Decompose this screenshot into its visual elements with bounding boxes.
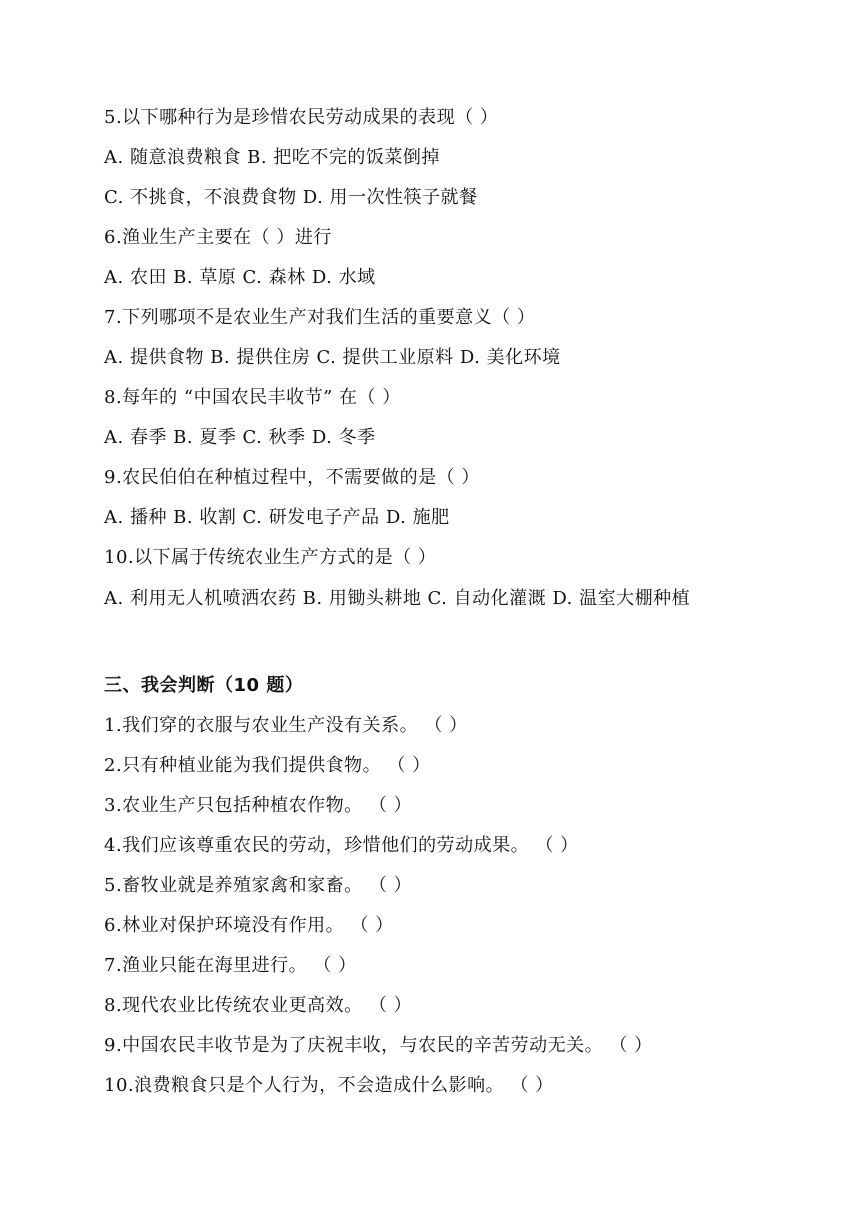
judge-item-9: 9.中国农民丰收节是为了庆祝丰收，与农民的辛苦劳动无关。 （ ） — [104, 1035, 653, 1056]
question-7-stem: 7.下列哪项不是农业生产对我们生活的重要意义（ ） — [104, 307, 536, 328]
question-8-options: A. 春季 B. 夏季 C. 秋季 D. 冬季 — [104, 427, 376, 448]
question-9-options: A. 播种 B. 收割 C. 研发电子产品 D. 施肥 — [104, 507, 450, 528]
question-5-options-row-1: A. 随意浪费粮食 B. 把吃不完的饭菜倒掉 — [104, 147, 440, 168]
question-7-options: A. 提供食物 B. 提供住房 C. 提供工业原料 D. 美化环境 — [104, 347, 561, 368]
judge-item-8: 8.现代农业比传统农业更高效。 （ ） — [104, 995, 413, 1016]
judge-item-1: 1.我们穿的衣服与农业生产没有关系。 （ ） — [104, 715, 468, 736]
judge-item-10: 10.浪费粮食只是个人行为，不会造成什么影响。 （ ） — [104, 1075, 554, 1096]
judge-item-3: 3.农业生产只包括种植农作物。 （ ） — [104, 795, 413, 816]
question-5-options-row-2: C. 不挑食，不浪费食物 D. 用一次性筷子就餐 — [104, 187, 478, 208]
question-9-stem: 9.农民伯伯在种植过程中，不需要做的是（ ） — [104, 467, 480, 488]
section-3-title: 三、我会判断（10 题） — [104, 675, 304, 696]
judge-item-6: 6.林业对保护环境没有作用。 （ ） — [104, 915, 394, 936]
question-10-stem: 10.以下属于传统农业生产方式的是（ ） — [104, 547, 437, 568]
judge-item-5: 5.畜牧业就是养殖家禽和家畜。 （ ） — [104, 875, 413, 896]
question-5-stem: 5.以下哪种行为是珍惜农民劳动成果的表现（ ） — [104, 107, 499, 128]
judge-item-7: 7.渔业只能在海里进行。 （ ） — [104, 955, 357, 976]
judge-item-4: 4.我们应该尊重农民的劳动，珍惜他们的劳动成果。 （ ） — [104, 835, 579, 856]
judge-item-2: 2.只有种植业能为我们提供食物。 （ ） — [104, 755, 431, 776]
question-6-options: A. 农田 B. 草原 C. 森林 D. 水域 — [104, 267, 376, 288]
question-6-stem: 6.渔业生产主要在（ ）进行 — [104, 227, 332, 248]
question-10-options: A. 利用无人机喷洒农药 B. 用锄头耕地 C. 自动化灌溉 D. 温室大棚种植 — [104, 588, 691, 609]
question-8-stem: 8.每年的 “中国农民丰收节” 在（ ） — [104, 387, 401, 408]
